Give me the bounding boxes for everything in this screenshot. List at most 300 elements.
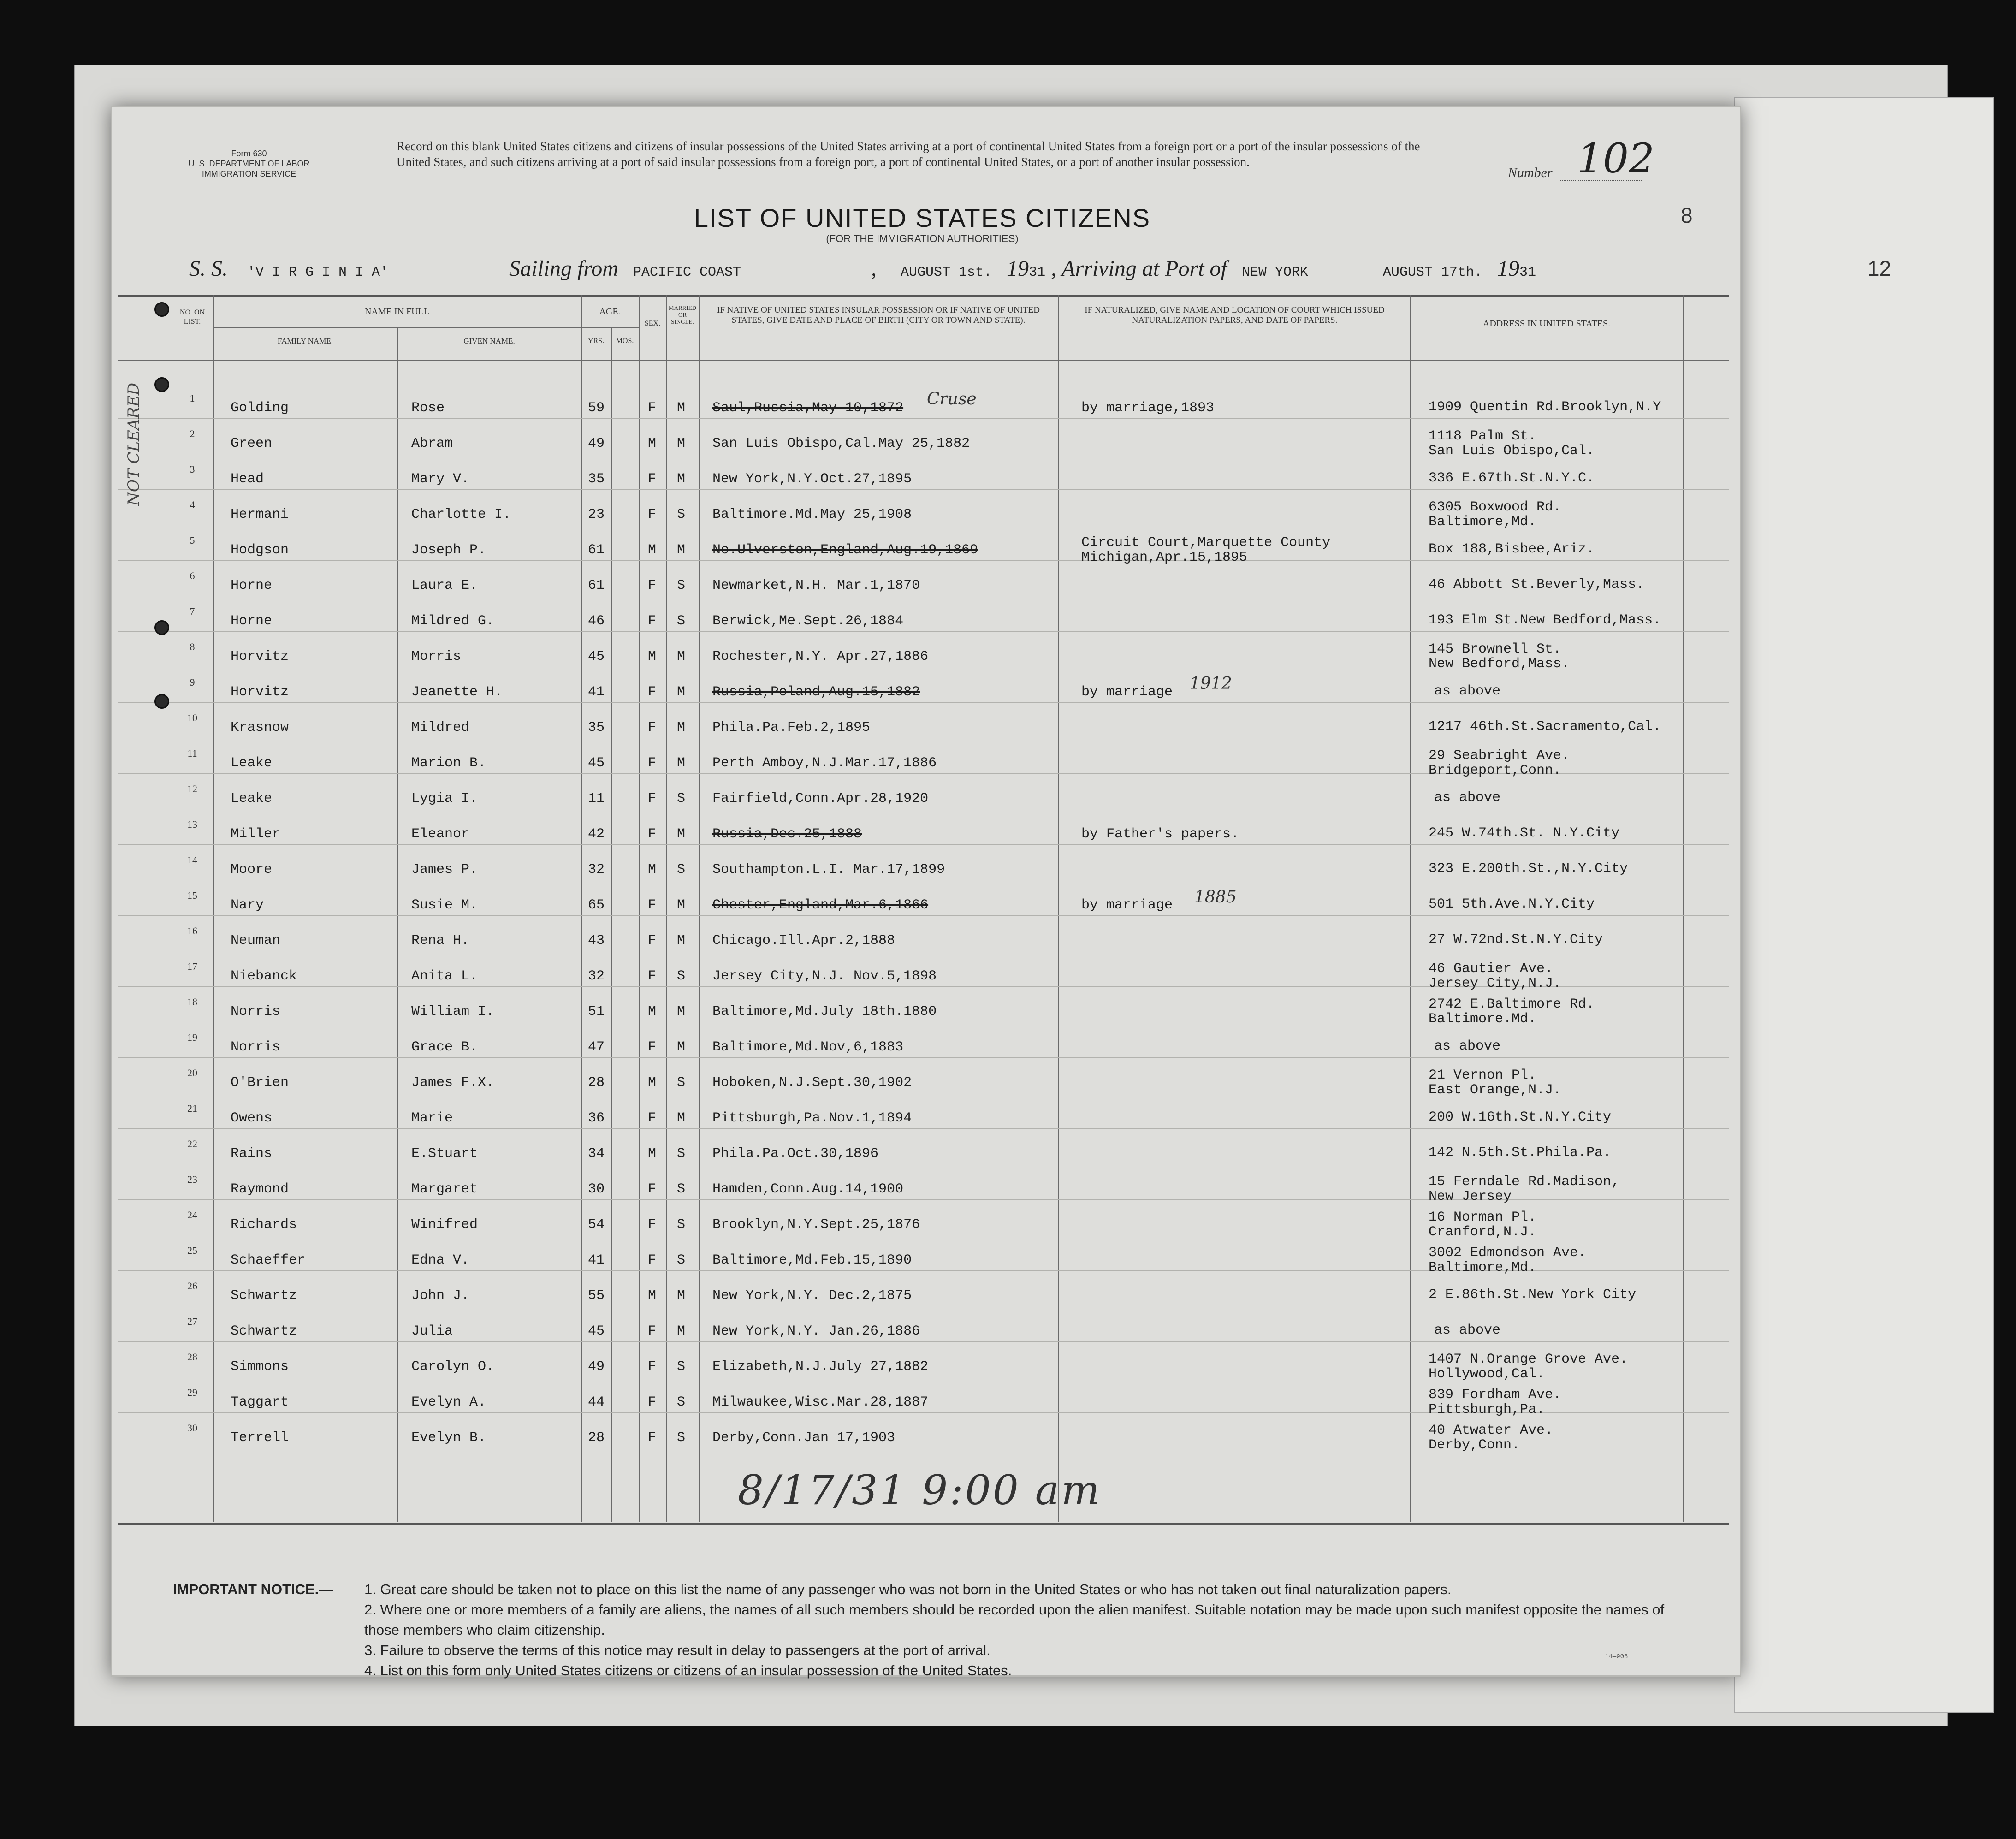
address-line1: 27 W.72nd.St.N.Y.City <box>1429 932 1603 948</box>
birth-place-date: Baltimore,Md.Nov,6,1883 <box>712 1039 904 1055</box>
ss-label: S. S. <box>189 256 228 281</box>
row-number: 5 <box>190 534 195 546</box>
page-title: LIST OF UNITED STATES CITIZENS <box>694 203 1151 232</box>
header-address: ADDRESS IN UNITED STATES. <box>1482 319 1611 329</box>
header-family-name: FAMILY NAME. <box>277 337 333 345</box>
record-instructions: Record on this blank United States citizens and citizens of insular possessions of the United States arriving at a port of continental United States from a foreign port or a port of the insular possessions of the United States, and such citizens arriving at a port of said insular possessions from a foreign port, a port of continental United States, or a port of another insular possession. <box>397 139 1420 169</box>
birth-place-date: New York,N.Y. Jan.26,1886 <box>712 1323 920 1339</box>
given-name: Anita L. <box>411 968 478 984</box>
marital-status: S <box>677 1146 686 1162</box>
address-line1: as above <box>1434 790 1501 806</box>
marital-status: S <box>677 1252 686 1268</box>
family-name: Schwartz <box>231 1323 297 1339</box>
header-naturalized: IF NATURALIZED, GIVE NAME AND LOCATION OF COURT WHICH ISSUED NATURALIZATION PAPERS, AND DATE OF PAPERS. <box>1085 305 1385 325</box>
address-line2: Derby,Conn. <box>1429 1437 1520 1453</box>
arrival-date: AUGUST 17th. <box>1382 265 1482 280</box>
age-years: 30 <box>588 1181 605 1197</box>
age-years: 11 <box>588 791 605 807</box>
family-name: Golding <box>231 400 289 416</box>
family-name: Richards <box>231 1217 297 1233</box>
marital-status: S <box>677 862 686 878</box>
sex: F <box>648 400 657 416</box>
marital-status: M <box>677 400 686 416</box>
col-divider <box>1058 295 1059 1522</box>
row-number: 22 <box>187 1138 197 1150</box>
address-line1: 3002 Edmondson Ave. <box>1429 1245 1587 1261</box>
birth-place-date: Baltimore,Md.July 18th.1880 <box>712 1004 937 1020</box>
binding-hole <box>154 694 169 709</box>
row-rule <box>118 631 1729 632</box>
row-number: 1 <box>190 392 195 404</box>
row-rule <box>118 1057 1729 1058</box>
address-line2: Jersey City,N.J. <box>1429 976 1562 991</box>
family-name: Leake <box>231 755 273 771</box>
col-divider <box>397 327 398 1522</box>
naturalization: Circuit Court,Marquette County <box>1081 535 1331 551</box>
address-line1: 46 Gautier Ave. <box>1429 961 1554 977</box>
sex: F <box>648 1252 657 1268</box>
notice-item: 3. Failure to observe the terms of this notice may result in delay to passengers at the port of arrival. <box>364 1642 990 1658</box>
department-name: U. S. DEPARTMENT OF LABOR <box>188 159 310 168</box>
birth-place-date: Milwaukee,Wisc.Mar.28,1887 <box>712 1394 929 1410</box>
age-years: 61 <box>588 542 605 558</box>
arriving-label: , Arriving at Port of <box>1051 256 1227 281</box>
row-number: 10 <box>187 712 197 724</box>
address-line2: New Jersey <box>1429 1189 1512 1204</box>
age-years: 46 <box>588 613 605 629</box>
birth-place-date: No.Ulverston,England,Aug.19,1869 <box>712 542 978 558</box>
row-rule <box>118 560 1729 561</box>
sex: F <box>648 826 657 842</box>
address-line1: 2742 E.Baltimore Rd. <box>1429 997 1595 1012</box>
marital-status: M <box>677 436 686 451</box>
col-divider <box>1683 295 1684 1522</box>
row-number: 4 <box>190 499 195 510</box>
marital-status: S <box>677 1217 686 1233</box>
sex: F <box>648 1110 657 1126</box>
row-number: 2 <box>190 428 195 439</box>
given-name: Evelyn A. <box>411 1394 486 1410</box>
header-mos: MOS. <box>616 337 634 345</box>
row-number: 21 <box>187 1103 197 1114</box>
age-years: 55 <box>588 1288 605 1304</box>
list-number: 102 <box>1577 135 1654 182</box>
notice-heading: IMPORTANT NOTICE.— <box>173 1581 333 1597</box>
col-divider <box>611 327 612 1522</box>
sex: F <box>648 791 657 807</box>
address-line2: East Orange,N.J. <box>1429 1082 1562 1098</box>
address-line1: 1217 46th.St.Sacramento,Cal. <box>1429 719 1661 735</box>
page-number-left: 8 <box>1681 203 1693 227</box>
address-line1: 2 E.86th.St.New York City <box>1429 1287 1637 1303</box>
departure-year: 31 <box>1029 265 1046 280</box>
marital-status: S <box>677 578 686 593</box>
sex: F <box>648 1039 657 1055</box>
age-years: 59 <box>588 400 605 416</box>
address-line1: 193 Elm St.New Bedford,Mass. <box>1429 612 1661 628</box>
birth-place-date: Saul,Russia,May 10,1872 <box>712 400 904 416</box>
sex: M <box>648 1075 657 1091</box>
given-name: Grace B. <box>411 1039 478 1055</box>
row-number: 18 <box>187 996 197 1008</box>
arrival-stamp: 8/17/31 9:00 am <box>738 1466 1102 1514</box>
given-name: Eleanor <box>411 826 470 842</box>
sex: F <box>648 1323 657 1339</box>
marital-status: M <box>677 826 686 842</box>
row-number: 26 <box>187 1280 197 1292</box>
family-name: Leake <box>231 791 273 807</box>
address-line2: Cranford,N.J. <box>1429 1224 1537 1240</box>
handwritten-year-row15: 1885 <box>1194 888 1237 907</box>
row-number: 7 <box>190 605 195 617</box>
given-name: Mildred <box>411 720 470 736</box>
family-name: Simmons <box>231 1359 289 1375</box>
row-rule <box>118 1341 1729 1342</box>
marital-status: M <box>677 471 686 487</box>
given-name: Susie M. <box>411 897 478 913</box>
page-number-right: 12 <box>1868 256 1891 280</box>
number-label: Number <box>1508 165 1553 180</box>
address-line2: Hollywood,Cal. <box>1429 1366 1545 1382</box>
birth-place-date: Elizabeth,N.J.July 27,1882 <box>712 1359 929 1375</box>
age-years: 28 <box>588 1430 605 1446</box>
handwritten-year-row9: 1912 <box>1190 674 1232 693</box>
given-name: Lygia I. <box>411 791 478 807</box>
family-name: Owens <box>231 1110 273 1126</box>
naturalization: by marriage <box>1081 897 1173 913</box>
birth-place-date: Fairfield,Conn.Apr.28,1920 <box>712 791 929 807</box>
family-name: Raymond <box>231 1181 289 1197</box>
given-name: Julia <box>411 1323 453 1339</box>
address-line1: as above <box>1434 683 1501 699</box>
sex: F <box>648 471 657 487</box>
sex: M <box>648 1288 657 1304</box>
age-years: 28 <box>588 1075 605 1091</box>
col-divider <box>666 295 667 1522</box>
family-name: Norris <box>231 1039 281 1055</box>
sex: F <box>648 933 657 949</box>
given-name: Carolyn O. <box>411 1359 495 1375</box>
handwritten-crossed-note: Cruse <box>927 390 977 409</box>
sex: M <box>648 649 657 664</box>
address-line2: Baltimore.Md. <box>1429 1011 1537 1027</box>
notice-item: 1. Great care should be taken not to place on this list the name of any passenger who was not born in the United States or who has not taken out final naturalization papers. <box>364 1581 1452 1597</box>
row-number: 23 <box>187 1174 197 1185</box>
age-years: 23 <box>588 507 605 522</box>
given-name: James F.X. <box>411 1075 495 1091</box>
sailing-label: Sailing from <box>509 256 618 281</box>
family-name: Schaeffer <box>231 1252 306 1268</box>
voyage-line: S. S. 'V I R G I N I A' Sailing from PACIFIC COAST , AUGUST 1st. 1931 , Arriving at Port of NEW YORK AUGUST 17th. 1931 <box>189 256 1536 281</box>
header-birth: IF NATIVE OF UNITED STATES INSULAR POSSESSION OR IF NATIVE OF UNITED STATES, GIVE DATE AND PLACE OF BIRTH (CITY OR TOWN AND STATE). <box>717 305 1040 325</box>
year-prefix-1: 19 <box>1007 256 1029 281</box>
given-name: Margaret <box>411 1181 478 1197</box>
row-number: 19 <box>187 1032 197 1043</box>
row-number: 27 <box>187 1316 197 1327</box>
row-number: 12 <box>187 783 197 795</box>
address-line2: Pittsburgh,Pa. <box>1429 1402 1545 1418</box>
page-subtitle: (FOR THE IMMIGRATION AUTHORITIES) <box>826 233 1019 244</box>
row-number: 24 <box>187 1209 197 1221</box>
marital-status: M <box>677 1288 686 1304</box>
family-name: Miller <box>231 826 281 842</box>
sex: F <box>648 613 657 629</box>
back-sheet-right <box>1734 97 1994 1713</box>
marital-status: S <box>677 1359 686 1375</box>
birth-place-date: Perth Amboy,N.J.Mar.17,1886 <box>712 755 937 771</box>
header-name-in-full: NAME IN FULL <box>365 307 429 317</box>
given-name: Mary V. <box>411 471 470 487</box>
given-name: Morris <box>411 649 462 664</box>
given-name: Laura E. <box>411 578 478 593</box>
row-rule <box>118 915 1729 916</box>
header-subdivider <box>213 327 639 328</box>
marital-status: M <box>677 649 686 664</box>
col-divider <box>213 295 214 1522</box>
birth-place-date: Russia,Dec.25,1888 <box>712 826 862 842</box>
sex: F <box>648 684 657 700</box>
age-years: 34 <box>588 1146 605 1162</box>
row-number: 13 <box>187 819 197 830</box>
footer-code: 14—908 <box>1605 1653 1628 1661</box>
given-name: Marion B. <box>411 755 486 771</box>
sex: M <box>648 436 657 451</box>
row-number: 20 <box>187 1067 197 1079</box>
given-name: John J. <box>411 1288 470 1304</box>
marital-status: M <box>677 755 686 771</box>
age-years: 32 <box>588 968 605 984</box>
family-name: Terrell <box>231 1430 289 1446</box>
row-rule <box>118 1128 1729 1129</box>
age-years: 41 <box>588 1252 605 1268</box>
birth-place-date: Phila.Pa.Oct.30,1896 <box>712 1146 879 1162</box>
birth-place-date: New York,N.Y. Dec.2,1875 <box>712 1288 912 1304</box>
header-married-single: MARRIED OR SINGLE. <box>669 304 696 325</box>
naturalization: by Father's papers. <box>1081 826 1239 842</box>
age-years: 35 <box>588 471 605 487</box>
marital-status: M <box>677 684 686 700</box>
row-number: 28 <box>187 1351 197 1363</box>
form-identifier <box>171 148 327 179</box>
sex: F <box>648 1430 657 1446</box>
sex: F <box>648 897 657 913</box>
address-line1: 501 5th.Ave.N.Y.City <box>1429 896 1595 912</box>
sex: M <box>648 1004 657 1020</box>
birth-place-date: Brooklyn,N.Y.Sept.25,1876 <box>712 1217 920 1233</box>
marital-status: S <box>677 1181 686 1197</box>
family-name: Niebanck <box>231 968 297 984</box>
address-line1: 1407 N.Orange Grove Ave. <box>1429 1352 1628 1367</box>
given-name: Evelyn B. <box>411 1430 486 1446</box>
address-line1: 1909 Quentin Rd.Brooklyn,N.Y <box>1429 399 1661 415</box>
form-number: Form 630 <box>231 149 267 158</box>
age-years: 49 <box>588 1359 605 1375</box>
given-name: Joseph P. <box>411 542 486 558</box>
address-line1: 40 Atwater Ave. <box>1429 1423 1554 1438</box>
sex: F <box>648 578 657 593</box>
age-years: 49 <box>588 436 605 451</box>
row-number: 8 <box>190 641 195 653</box>
col-divider <box>581 295 582 1522</box>
address-line1: 6305 Boxwood Rd. <box>1429 499 1562 515</box>
row-rule <box>118 844 1729 845</box>
family-name: Hermani <box>231 507 289 522</box>
sex: F <box>648 507 657 522</box>
marital-status: M <box>677 1323 686 1339</box>
address-line1: 839 Fordham Ave. <box>1429 1387 1562 1403</box>
marital-status: S <box>677 791 686 807</box>
age-years: 47 <box>588 1039 605 1055</box>
address-line1: 200 W.16th.St.N.Y.City <box>1429 1109 1612 1125</box>
age-years: 32 <box>588 862 605 878</box>
family-name: O'Brien <box>231 1075 289 1091</box>
sex: F <box>648 1359 657 1375</box>
age-years: 35 <box>588 720 605 736</box>
birth-place-date: Russia,Poland,Aug.15,1882 <box>712 684 920 700</box>
age-years: 42 <box>588 826 605 842</box>
birth-place-date: Berwick,Me.Sept.26,1884 <box>712 613 904 629</box>
birth-place-date: Baltimore.Md.May 25,1908 <box>712 507 912 522</box>
binding-hole <box>154 377 169 392</box>
marital-status: S <box>677 1075 686 1091</box>
given-name: James P. <box>411 862 478 878</box>
address-line1: 323 E.200th.St.,N.Y.City <box>1429 861 1628 877</box>
sex: M <box>648 862 657 878</box>
age-years: 61 <box>588 578 605 593</box>
address-line1: 336 E.67th.St.N.Y.C. <box>1429 470 1595 486</box>
given-name: Jeanette H. <box>411 684 503 700</box>
family-name: Head <box>231 471 264 487</box>
birth-place-date: San Luis Obispo,Cal.May 25,1882 <box>712 436 970 451</box>
family-name: Horvitz <box>231 684 289 700</box>
given-name: William I. <box>411 1004 495 1020</box>
address-line1: Box 188,Bisbee,Ariz. <box>1429 541 1595 557</box>
family-name: Norris <box>231 1004 281 1020</box>
notice-items <box>364 1579 1702 1681</box>
naturalization: by marriage <box>1081 684 1173 700</box>
address-line1: 145 Brownell St. <box>1429 641 1562 657</box>
birth-place-date: Derby,Conn.Jan 17,1903 <box>712 1430 895 1446</box>
marital-status: S <box>677 613 686 629</box>
address-line1: 1118 Palm St. <box>1429 428 1537 444</box>
address-line2: Bridgeport,Conn. <box>1429 763 1562 778</box>
birth-place-date: Hoboken,N.J.Sept.30,1902 <box>712 1075 912 1091</box>
address-line1: 21 Vernon Pl. <box>1429 1068 1537 1083</box>
address-line1: 15 Ferndale Rd.Madison, <box>1429 1174 1620 1190</box>
age-years: 41 <box>588 684 605 700</box>
age-years: 36 <box>588 1110 605 1126</box>
birth-place-date: Chicago.Ill.Apr.2,1888 <box>712 933 895 949</box>
given-name: Rose <box>411 400 445 416</box>
birth-place-date: Newmarket,N.H. Mar.1,1870 <box>712 578 920 593</box>
notice-item: 2. Where one or more members of a family are aliens, the names of all such members should be recorded upon the alien manifest. Suitable notation may be made upon such manifest opposite the names of those members who claim citizenship. <box>364 1602 1665 1638</box>
age-years: 43 <box>588 933 605 949</box>
sex: F <box>648 1217 657 1233</box>
notice-item: 4. List on this form only United States citizens or citizens of an insular possession of the United States. <box>364 1662 1012 1679</box>
age-years: 44 <box>588 1394 605 1410</box>
header-age: AGE. <box>599 307 621 317</box>
marital-status: S <box>677 968 686 984</box>
marital-status: M <box>677 1039 686 1055</box>
sex: F <box>648 1394 657 1410</box>
row-number: 15 <box>187 890 197 901</box>
marital-status: S <box>677 1430 686 1446</box>
row-number: 6 <box>190 570 195 581</box>
family-name: Schwartz <box>231 1288 297 1304</box>
sex: F <box>648 755 657 771</box>
family-name: Horvitz <box>231 649 289 664</box>
address-line2: Baltimore,Md. <box>1429 514 1537 530</box>
row-number: 3 <box>190 463 195 475</box>
row-number: 9 <box>190 676 195 688</box>
address-line2: San Luis Obispo,Cal. <box>1429 443 1595 459</box>
family-name: Krasnow <box>231 720 289 736</box>
row-number: 11 <box>187 747 197 759</box>
address-line1: 245 W.74th.St. N.Y.City <box>1429 825 1620 841</box>
service-name: IMMIGRATION SERVICE <box>202 169 296 178</box>
col-divider <box>699 295 700 1522</box>
arrival-port: NEW YORK <box>1241 265 1308 280</box>
row-number: 16 <box>187 925 197 937</box>
age-years: 45 <box>588 1323 605 1339</box>
row-number: 17 <box>187 961 197 972</box>
family-name: Moore <box>231 862 273 878</box>
marital-status: M <box>677 897 686 913</box>
given-name: Rena H. <box>411 933 470 949</box>
birth-place-date: New York,N.Y.Oct.27,1895 <box>712 471 912 487</box>
age-years: 45 <box>588 755 605 771</box>
given-name: E.Stuart <box>411 1146 478 1162</box>
address-line1: as above <box>1434 1038 1501 1054</box>
family-name: Green <box>231 436 273 451</box>
birth-place-date: Southampton.L.I. Mar.17,1899 <box>712 862 945 878</box>
row-rule <box>118 418 1729 419</box>
marital-status: S <box>677 1394 686 1410</box>
sex: F <box>648 968 657 984</box>
ship-name: 'V I R G I N I A' <box>247 265 389 280</box>
row-number: 30 <box>187 1422 197 1434</box>
marital-status: M <box>677 1110 686 1126</box>
address-line1: 142 N.5th.St.Phila.Pa. <box>1429 1145 1612 1161</box>
row-number: 25 <box>187 1245 197 1256</box>
departure-port: PACIFIC COAST <box>633 265 741 280</box>
family-name: Taggart <box>231 1394 289 1410</box>
address-line2: New Bedford,Mass. <box>1429 656 1570 672</box>
row-rule <box>118 702 1729 703</box>
given-name: Edna V. <box>411 1252 470 1268</box>
col-divider <box>1410 295 1411 1522</box>
address-line1: 46 Abbott St.Beverly,Mass. <box>1429 577 1645 593</box>
marital-status: M <box>677 933 686 949</box>
given-name: Marie <box>411 1110 453 1126</box>
address-line1: 29 Seabright Ave. <box>1429 748 1570 764</box>
given-name: Abram <box>411 436 453 451</box>
row-rule <box>118 489 1729 490</box>
age-years: 54 <box>588 1217 605 1233</box>
given-name: Mildred G. <box>411 613 495 629</box>
family-name: Neuman <box>231 933 281 949</box>
sex: F <box>648 1181 657 1197</box>
margin-note: NOT CLEARED <box>125 383 143 506</box>
arrival-year: 31 <box>1519 265 1536 280</box>
row-number: 29 <box>187 1387 197 1398</box>
sex: F <box>648 720 657 736</box>
given-name: Charlotte I. <box>411 507 511 522</box>
family-name: Hodgson <box>231 542 289 558</box>
header-yrs: YRS. <box>587 337 605 345</box>
age-years: 45 <box>588 649 605 664</box>
naturalization: by marriage,1893 <box>1081 400 1215 416</box>
